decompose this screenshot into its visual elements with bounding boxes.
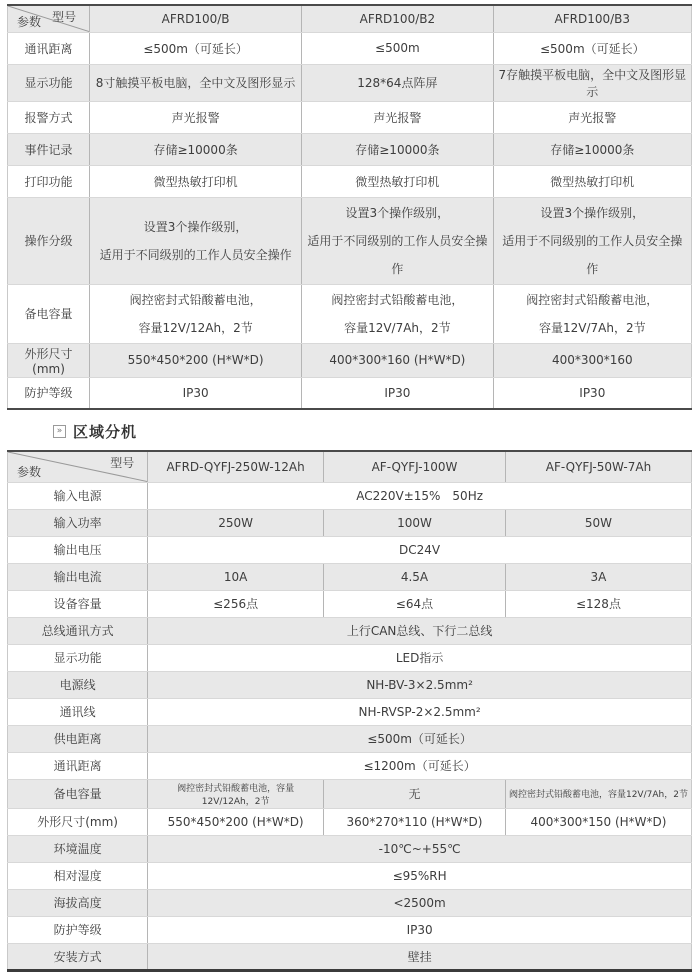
cell-line: 无 <box>408 787 421 801</box>
cell-line: 400*300*160 (H*W*D) <box>329 353 466 367</box>
table-row <box>8 725 692 752</box>
cell-line: 声光报警 <box>373 110 422 125</box>
cell-line: ≤500m（可延长） <box>539 41 645 56</box>
model-header-cell: AF-QYFJ-100W <box>324 451 506 482</box>
value-cell <box>324 808 506 835</box>
table-row <box>8 536 692 563</box>
cell-line: 阀控密封式铅酸蓄电池，容量12V/7Ah，2节 <box>508 790 688 800</box>
value-cell <box>148 536 692 563</box>
value-cell <box>148 752 692 779</box>
cell-line: 360*270*110 (H*W*D) <box>346 814 483 829</box>
table-row <box>8 590 692 617</box>
row-label-cell: 环境温度 <box>8 835 148 862</box>
row-label-cell: 显示功能 <box>8 64 90 101</box>
cell-line: IP30 <box>406 922 433 937</box>
cell-line: <2500m <box>393 895 446 910</box>
cell-line: DC24V <box>399 542 441 557</box>
value-cell <box>493 64 691 101</box>
value-cell <box>90 32 302 64</box>
model-header-cell: AFRD100/B2 <box>302 5 494 32</box>
cell-line: 10A <box>223 569 248 584</box>
corner-header-cell <box>8 451 148 482</box>
row-label-cell: 电源线 <box>8 671 148 698</box>
value-cell <box>148 698 692 725</box>
cell-line: -10℃~+55℃ <box>378 841 461 856</box>
row-label-cell: 相对湿度 <box>8 862 148 889</box>
value-cell <box>148 509 324 536</box>
cell-line: IP30 <box>579 385 606 400</box>
row-label-cell: 防护等级 <box>8 377 90 409</box>
cell-line: 400*300*160 <box>551 353 633 367</box>
value-cell <box>148 862 692 889</box>
corner-header-cell <box>8 5 90 32</box>
cell-line: ≤500m（可延长） <box>143 41 248 56</box>
cell-line: 阀控密封式铅酸蓄电池， <box>526 292 659 307</box>
cell-line: 适用于不同级别的工作人员安全操作 <box>307 233 488 276</box>
cell-line: 7存触摸平板电脑，全中文及图形显示 <box>498 67 687 99</box>
value-cell <box>324 779 506 808</box>
model-header-cell: AFRD100/B <box>90 5 302 32</box>
value-cell <box>302 377 494 409</box>
row-label-cell: 事件记录 <box>8 133 90 165</box>
section-heading <box>53 421 692 441</box>
value-cell <box>90 284 302 343</box>
row-label-cell: 报警方式 <box>8 101 90 133</box>
table-row <box>8 64 692 101</box>
row-label-cell: 备电容量 <box>8 779 148 808</box>
row-label-cell: 通讯线 <box>8 698 148 725</box>
value-cell <box>90 197 302 284</box>
value-cell <box>324 590 506 617</box>
value-cell <box>148 671 692 698</box>
cell-line: NH-BV-3×2.5mm² <box>366 677 473 692</box>
cell-line: ≤500m <box>375 41 420 55</box>
cell-line: IP30 <box>384 385 411 400</box>
row-label-cell: 输入功率 <box>8 509 148 536</box>
value-cell <box>493 32 691 64</box>
cell-line: ≤1200m（可延长） <box>363 759 476 773</box>
zone-extension-spec-table <box>7 450 692 972</box>
table-row <box>8 644 692 671</box>
corner-param-label: 参数 <box>17 464 42 479</box>
value-cell <box>302 101 494 133</box>
value-cell <box>493 343 691 377</box>
cell-line: 微型热敏打印机 <box>153 174 238 189</box>
cell-line: ≤64点 <box>395 597 434 611</box>
row-label-cell: 输入电源 <box>8 482 148 509</box>
table-row <box>8 779 692 808</box>
cell-line: 100W <box>397 515 432 530</box>
cell-line: 容量12V/7Ah，2节 <box>539 320 646 335</box>
cell-line: 声光报警 <box>171 110 220 125</box>
value-cell <box>148 889 692 916</box>
value-cell <box>505 779 691 808</box>
row-label-cell: 输出电流 <box>8 563 148 590</box>
value-cell <box>302 133 494 165</box>
cell-line: 阀控密封式铅酸蓄电池，容量12V/12Ah，2节 <box>177 783 295 807</box>
value-cell <box>302 165 494 197</box>
cell-line: 适用于不同级别的工作人员安全操作 <box>502 233 683 276</box>
table-row <box>8 165 692 197</box>
cell-line: 128*64点阵屏 <box>357 76 438 90</box>
value-cell <box>324 563 506 590</box>
section-bullet-icon: » <box>53 425 66 438</box>
row-label-cell: 海拔高度 <box>8 889 148 916</box>
value-cell <box>148 835 692 862</box>
cell-line: 适用于不同级别的工作人员安全操作 <box>99 247 292 262</box>
value-cell <box>505 563 691 590</box>
cell-line: 400*300*150 (H*W*D) <box>530 814 667 829</box>
row-label-cell: 外形尺寸(mm) <box>8 343 90 377</box>
value-cell <box>302 284 494 343</box>
cell-line: 声光报警 <box>568 110 617 125</box>
cell-line: 50W <box>584 515 613 530</box>
row-label-cell: 显示功能 <box>8 644 148 671</box>
corner-model-label: 型号 <box>110 456 135 470</box>
value-cell <box>148 617 692 644</box>
cell-line: 阀控密封式铅酸蓄电池， <box>331 292 464 307</box>
model-header-cell: AFRD-QYFJ-250W-12Ah <box>148 451 324 482</box>
cell-line: 存储≥10000条 <box>355 142 440 157</box>
corner-model-label: 型号 <box>52 10 77 24</box>
table-row <box>8 698 692 725</box>
cell-line: 容量12V/7Ah，2节 <box>344 320 451 335</box>
cell-line: 微型热敏打印机 <box>550 174 635 189</box>
value-cell <box>148 482 692 509</box>
section-title: 区域分机 <box>73 422 138 441</box>
value-cell <box>493 377 691 409</box>
table-row <box>8 32 692 64</box>
table-row <box>8 862 692 889</box>
row-label-cell: 操作分级 <box>8 197 90 284</box>
row-label-cell: 安装方式 <box>8 943 148 970</box>
row-label-cell: 备电容量 <box>8 284 90 343</box>
model-header-cell: AFRD100/B3 <box>493 5 691 32</box>
table-row <box>8 133 692 165</box>
value-cell <box>302 32 494 64</box>
cell-line: 设置3个操作级别， <box>345 205 450 220</box>
cell-line: 8寸触摸平板电脑，全中文及图形显示 <box>95 76 296 90</box>
cell-line: 设置3个操作级别， <box>540 205 645 220</box>
cell-line: 容量12V/12Ah，2节 <box>138 320 253 335</box>
table-row <box>8 101 692 133</box>
value-cell <box>148 725 692 752</box>
value-cell <box>324 509 506 536</box>
table-row <box>8 889 692 916</box>
cell-line: AC220V±15% 50Hz <box>356 489 484 503</box>
value-cell <box>90 165 302 197</box>
cell-line: NH-RVSP-2×2.5mm² <box>358 704 481 719</box>
cell-line: 设置3个操作级别， <box>143 219 248 234</box>
cell-line: ≤256点 <box>213 597 259 611</box>
cell-line: 存储≥10000条 <box>550 142 635 157</box>
row-label-cell: 通讯距离 <box>8 32 90 64</box>
cell-line: ≤500m（可延长） <box>367 732 472 746</box>
value-cell <box>493 165 691 197</box>
value-cell <box>302 64 494 101</box>
value-cell <box>493 197 691 284</box>
row-label-cell: 通讯距离 <box>8 752 148 779</box>
value-cell <box>90 343 302 377</box>
row-label-cell: 总线通讯方式 <box>8 617 148 644</box>
table-row <box>8 752 692 779</box>
cell-line: IP30 <box>182 385 209 400</box>
value-cell <box>90 133 302 165</box>
table-row <box>8 284 692 343</box>
cell-line: 3A <box>590 569 607 584</box>
table-row <box>8 482 692 509</box>
value-cell <box>493 284 691 343</box>
value-cell <box>90 377 302 409</box>
corner-param-label: 参数 <box>17 14 42 29</box>
value-cell <box>505 590 691 617</box>
cell-line: 微型热敏打印机 <box>355 174 440 189</box>
value-cell <box>505 808 691 835</box>
value-cell <box>148 590 324 617</box>
value-cell <box>302 197 494 284</box>
table-row <box>8 671 692 698</box>
table-row <box>8 943 692 970</box>
row-label-cell: 防护等级 <box>8 916 148 943</box>
cell-line: 4.5A <box>400 569 429 584</box>
value-cell <box>493 101 691 133</box>
value-cell <box>148 644 692 671</box>
table-row <box>8 377 692 409</box>
table-row <box>8 509 692 536</box>
cell-line: 壁挂 <box>407 949 432 964</box>
cell-line: LED指示 <box>395 651 444 665</box>
cell-line: ≤95%RH <box>392 868 447 883</box>
row-label-cell: 外形尺寸(mm) <box>8 808 148 835</box>
table-row <box>8 808 692 835</box>
cell-line: 上行CAN总线、下行二总线 <box>346 624 493 638</box>
row-label-cell: 供电距离 <box>8 725 148 752</box>
value-cell <box>148 808 324 835</box>
table-row <box>8 563 692 590</box>
table-row <box>8 835 692 862</box>
model-header-cell: AF-QYFJ-50W-7Ah <box>505 451 691 482</box>
row-label-cell: 设备容量 <box>8 590 148 617</box>
cell-line: 存储≥10000条 <box>153 142 238 157</box>
value-cell <box>148 943 692 970</box>
value-cell <box>90 64 302 101</box>
cell-line: 250W <box>218 515 253 530</box>
table-row <box>8 617 692 644</box>
value-cell <box>148 563 324 590</box>
value-cell <box>90 101 302 133</box>
cell-line: 550*450*200 (H*W*D) <box>127 353 264 367</box>
afrd100-spec-table <box>7 4 692 410</box>
table-row <box>8 343 692 377</box>
row-label-cell: 输出电压 <box>8 536 148 563</box>
value-cell <box>148 779 324 808</box>
table-row <box>8 197 692 284</box>
cell-line: 阀控密封式铅酸蓄电池， <box>129 292 262 307</box>
row-label-cell: 打印功能 <box>8 165 90 197</box>
value-cell <box>505 509 691 536</box>
value-cell <box>493 133 691 165</box>
value-cell <box>302 343 494 377</box>
cell-line: 550*450*200 (H*W*D) <box>167 814 304 829</box>
cell-line: ≤128点 <box>575 597 621 611</box>
